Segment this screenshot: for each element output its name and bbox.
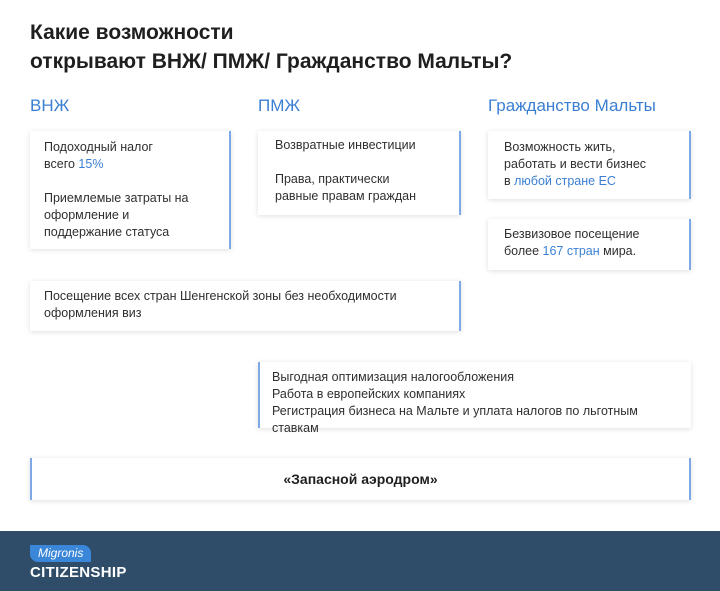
title-line-1: Какие возможности: [30, 21, 234, 44]
pmzh-line2: Права, практически: [275, 172, 390, 186]
citizenship-visa-highlight: 167 стран: [542, 244, 600, 258]
business-line3: Регистрация бизнеса на Мальте и уплата налогов по льготным ставкам: [272, 404, 638, 435]
vnzh-tax-prefix: всего: [44, 157, 79, 171]
vnzh-costs-line1: Приемлемые затраты на: [44, 191, 189, 205]
column-heading-pmzh: ПМЖ: [258, 96, 301, 115]
card-citizenship-visa: [488, 219, 691, 270]
schengen-line1: Посещение всех стран Шенгенской зоны без необходимости: [44, 289, 397, 303]
citizenship-visa-suffix: мира.: [599, 244, 637, 258]
backup-label: «Запасной аэродром»: [283, 471, 438, 487]
vnzh-costs-line2: оформление и: [44, 208, 130, 222]
card-pmzh: [258, 131, 461, 215]
citizenship-visa-line2: [504, 243, 679, 260]
citizenship-live-highlight: любой стране ЕС: [514, 174, 616, 188]
business-line2: Работа в европейских компаниях: [272, 387, 466, 401]
column-heading-vnzh: ВНЖ: [30, 96, 70, 115]
card-backup: [30, 458, 691, 500]
brand-badge: Migronis: [30, 545, 91, 562]
title-line-2: открывают ВНЖ/ ПМЖ/ Гражданство Мальты?: [30, 50, 513, 73]
footer: [0, 531, 720, 591]
brand-name: CITIZENSHIP: [30, 564, 127, 581]
vnzh-tax-line1: Подоходный налог: [44, 140, 153, 154]
business-line1: Выгодная оптимизация налогообложения: [272, 370, 514, 384]
column-heading-citizenship: Гражданство Мальты: [488, 96, 656, 115]
citizenship-visa-line1: Безвизовое посещение: [504, 227, 640, 241]
citizenship-live-prefix: в: [504, 174, 515, 188]
card-schengen: [30, 281, 461, 331]
citizenship-live-line2: работать и вести бизнес: [504, 157, 647, 171]
schengen-line2: оформления виз: [44, 306, 142, 320]
citizenship-live-line3: [504, 173, 679, 190]
pmzh-line3: равные правам граждан: [275, 189, 417, 203]
citizenship-visa-prefix: более: [504, 244, 543, 258]
vnzh-tax-line2: [44, 156, 219, 173]
vnzh-costs-line3: поддержание статуса: [44, 225, 170, 239]
pmzh-line1: Возвратные инвестиции: [275, 138, 416, 152]
card-citizenship-live: [488, 131, 691, 199]
card-vnzh: [30, 131, 231, 249]
card-business: [258, 362, 691, 435]
page-title: [30, 18, 670, 76]
citizenship-live-line1: Возможность жить,: [504, 140, 616, 154]
vnzh-tax-value: 15%: [78, 157, 104, 171]
